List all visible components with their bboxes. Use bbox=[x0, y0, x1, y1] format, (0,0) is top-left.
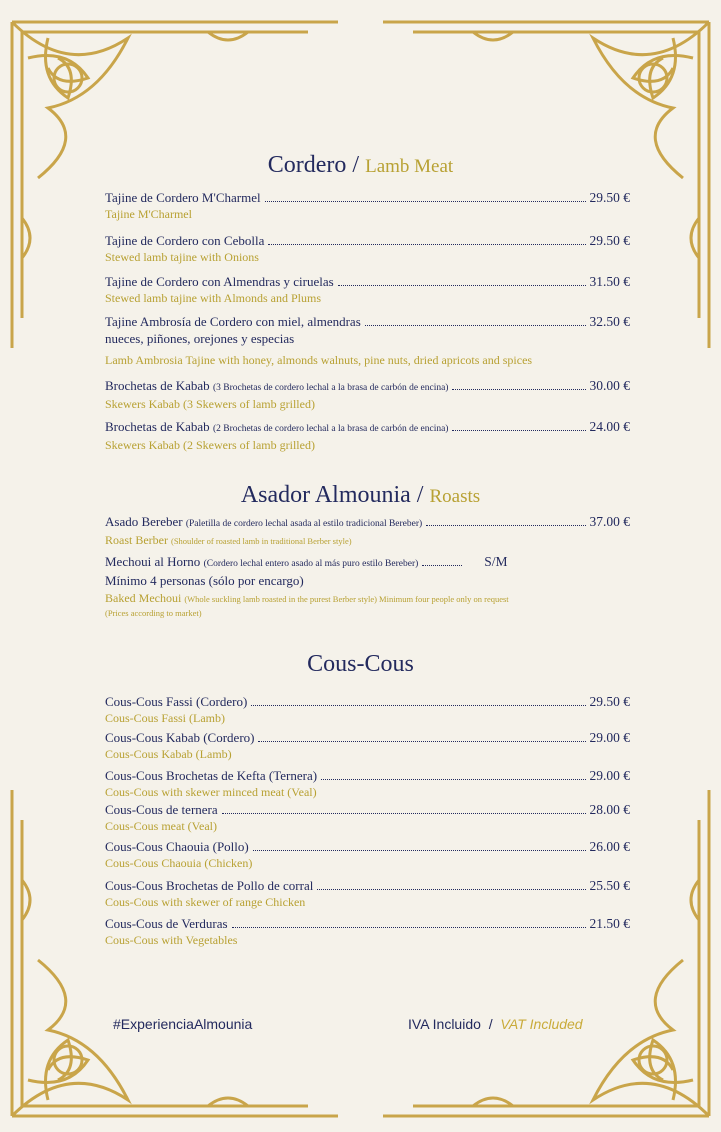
menu-item bbox=[105, 314, 630, 348]
item-price: 29.50 € bbox=[589, 233, 630, 248]
vat-en: VAT Included bbox=[500, 1016, 583, 1032]
vat-es: IVA Incluido bbox=[408, 1016, 481, 1032]
menu-item bbox=[105, 730, 630, 762]
item-name-line2: Mínimo 4 personas (sólo por encargo) bbox=[105, 573, 304, 588]
item-price: 26.00 € bbox=[589, 839, 630, 854]
item-name: Asado Bereber bbox=[105, 514, 183, 529]
item-price: 29.00 € bbox=[589, 730, 630, 745]
item-name-en: Stewed lamb tajine with Onions bbox=[105, 250, 259, 264]
item-name-en: Cous-Cous Fassi (Lamb) bbox=[105, 711, 225, 725]
item-price: 28.00 € bbox=[589, 802, 630, 817]
item-name-en: Baked Mechoui bbox=[105, 591, 182, 605]
item-name: Brochetas de Kabab bbox=[105, 378, 210, 393]
item-note: (2 Brochetas de cordero lechal a la brasa de carbón de encina) bbox=[212, 424, 449, 434]
item-price: 32.50 € bbox=[589, 314, 630, 329]
item-name: Cous-Cous Fassi (Cordero) bbox=[105, 694, 248, 709]
menu-item bbox=[105, 839, 630, 871]
menu-item bbox=[105, 514, 630, 549]
item-name-en: Stewed lamb tajine with Almonds and Plums bbox=[105, 291, 321, 305]
item-price: 21.50 € bbox=[589, 916, 630, 931]
item-name: Cous-Cous Kabab (Cordero) bbox=[105, 730, 255, 745]
section-title-couscous-es: Cous-Cous bbox=[307, 651, 414, 677]
item-name-en: Cous-Cous meat (Veal) bbox=[105, 819, 217, 833]
item-price: 29.50 € bbox=[589, 694, 630, 709]
item-name-en: Roast Berber bbox=[105, 533, 168, 547]
menu-item bbox=[105, 233, 630, 265]
menu-item bbox=[105, 554, 630, 619]
item-price: 24.00 € bbox=[589, 419, 630, 434]
item-name: Tajine de Cordero M'Charmel bbox=[105, 190, 261, 205]
item-name: Tajine Ambrosía de Cordero con miel, almendras bbox=[105, 314, 361, 329]
section-title-lamb-en: Lamb Meat bbox=[365, 156, 454, 177]
menu-item bbox=[105, 419, 630, 453]
item-name-en: Cous-Cous with Vegetables bbox=[105, 933, 238, 947]
item-price: 30.00 € bbox=[589, 378, 630, 393]
item-name-en: Lamb Ambrosia Tajine with honey, almonds walnuts, pine nuts, dried apricots and spices bbox=[105, 353, 533, 367]
section-title-roasts bbox=[0, 482, 721, 509]
item-name-en: Cous-Cous Kabab (Lamb) bbox=[105, 747, 232, 761]
item-name-en: Cous-Cous with skewer of range Chicken bbox=[105, 895, 306, 909]
item-name-line2: nueces, piñones, orejones y especias bbox=[105, 331, 295, 346]
item-price: 31.50 € bbox=[589, 274, 630, 289]
item-name-en: Tajine M'Charmel bbox=[105, 207, 192, 221]
footer-hashtag: #ExperienciaAlmounia bbox=[113, 1016, 253, 1032]
item-note-en-2: (Prices according to market) bbox=[105, 608, 202, 618]
item-name: Cous-Cous Brochetas de Pollo de corral bbox=[105, 878, 314, 893]
item-name: Tajine de Cordero con Cebolla bbox=[105, 233, 265, 248]
item-price: S/M bbox=[484, 554, 508, 569]
item-name-en: Skewers Kabab (3 Skewers of lamb grilled) bbox=[105, 397, 315, 411]
section-title-couscous bbox=[0, 651, 721, 678]
item-name: Cous-Cous Brochetas de Kefta (Ternera) bbox=[105, 768, 318, 783]
item-name-en: Skewers Kabab (2 Skewers of lamb grilled) bbox=[105, 438, 315, 452]
section-title-roasts-en: Roasts bbox=[429, 486, 481, 507]
footer-vat bbox=[408, 1016, 583, 1032]
item-name: Cous-Cous de Verduras bbox=[105, 916, 228, 931]
item-name: Mechoui al Horno bbox=[105, 554, 201, 569]
menu-item bbox=[105, 694, 630, 726]
item-name: Cous-Cous de ternera bbox=[105, 802, 218, 817]
item-price: 29.00 € bbox=[589, 768, 630, 783]
menu-item bbox=[105, 768, 630, 800]
item-price: 37.00 € bbox=[589, 514, 630, 529]
item-note-en: (Shoulder of roasted lamb in traditional Berber style) bbox=[170, 536, 352, 546]
item-name-en: Cous-Cous with skewer minced meat (Veal) bbox=[105, 785, 317, 799]
menu-item bbox=[105, 190, 630, 222]
item-price: 25.50 € bbox=[589, 878, 630, 893]
vat-separator: / bbox=[488, 1016, 493, 1032]
item-note: (Cordero lechal entero asado al más puro estilo Bereber) bbox=[203, 559, 419, 569]
item-name: Brochetas de Kabab bbox=[105, 419, 210, 434]
item-note-en: (Whole suckling lamb roasted in the purest Berber style) Minimum four people only on request bbox=[184, 594, 509, 604]
item-note: (Paletilla de cordero lechal asada al estilo tradicional Bereber) bbox=[185, 519, 423, 529]
ornament-top-right bbox=[373, 18, 713, 358]
menu-item bbox=[105, 802, 630, 834]
menu-item bbox=[105, 274, 630, 306]
section-title-roasts-es: Asador Almounia / bbox=[240, 482, 424, 508]
menu-item bbox=[105, 378, 630, 412]
item-name: Cous-Cous Chaouia (Pollo) bbox=[105, 839, 249, 854]
item-note: (3 Brochetas de cordero lechal a la brasa de carbón de encina) bbox=[212, 383, 449, 393]
section-title-lamb-es: Cordero / bbox=[267, 152, 360, 178]
item-price: 29.50 € bbox=[589, 190, 630, 205]
section-title-lamb bbox=[0, 152, 721, 179]
item-name-en: Cous-Cous Chaouia (Chicken) bbox=[105, 856, 253, 870]
menu-item bbox=[105, 916, 630, 948]
menu-item bbox=[105, 878, 630, 910]
ornament-top-left bbox=[8, 18, 348, 358]
item-name: Tajine de Cordero con Almendras y ciruelas bbox=[105, 274, 334, 289]
